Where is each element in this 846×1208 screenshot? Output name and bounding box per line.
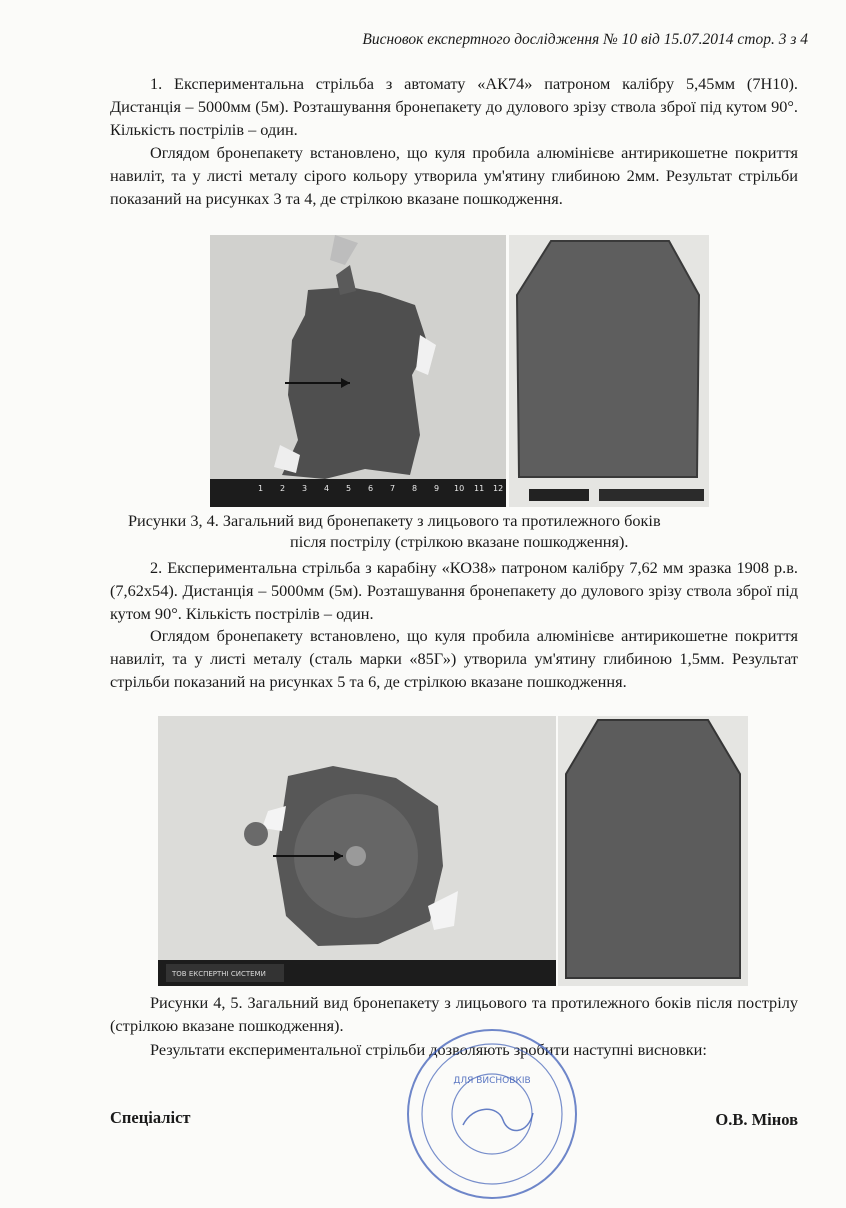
page-header: Висновок експертного дослідження № 10 від 15.07.2014 стор. 3 з 4 [362, 31, 808, 48]
paragraph-experiment-2: 2. Експериментальна стрільба з карабіну «КО38» патроном калібру 7,62 мм зразка 1908 р.в. (7,62х54). Дистанція – 5000мм (5м). Розташування бронепакету до дулового зрізу ствола зброї під кутом 90°. Кількість пострілів – один. [110, 558, 798, 623]
paragraph-inspection-2: Оглядом бронепакету встановлено, що куля пробила алюмінієве антирикошетне покриття навиліт, та у листі металу (сталь марки «85Г») утворила ум'ятину глибиною 1,5мм. Результат стрільби показаний на рисунках 5 та 6, де стрілкою вказане пошкодження. [110, 626, 798, 691]
figure-5-6-caption: Рисунки 4, 5. Загальний вид бронепакету з лицьового та протилежного боків після пострілу (стрілкою вказане пошкодження). [110, 993, 798, 1035]
paragraph-inspection-1: Оглядом бронепакету встановлено, що куля пробила алюмінієве антирикошетне покриття навиліт, та у листі металу сірого кольору утворила ум'ятину глибиною 2мм. Результат стрільби показаний на рисунках 3 та 4, де стрілкою вказане пошкодження. [110, 143, 798, 208]
svg-text:11: 11 [474, 484, 485, 493]
svg-text:9: 9 [434, 484, 440, 493]
svg-text:3: 3 [302, 484, 308, 493]
paragraph-experiment-1: 1. Експериментальна стрільба з автомату «АК74» патроном калібру 5,45мм (7Н10). Дистанція – 5000мм (5м). Розташування бронепакету до дулового зрізу ствола зброї під кутом 90°. Кількість пострілів – один. [110, 74, 798, 139]
svg-text:2: 2 [280, 484, 286, 493]
svg-text:10: 10 [454, 484, 465, 493]
svg-text:8: 8 [412, 484, 418, 493]
svg-text:5: 5 [346, 484, 352, 493]
svg-text:7: 7 [390, 484, 396, 493]
signature-role: Спеціаліст [110, 1108, 191, 1127]
figure-6-photo-back [558, 716, 748, 986]
figure-3-4-caption-line-1: Рисунки 3, 4. Загальний вид бронепакету з лицьового та протилежного боків [128, 511, 661, 530]
svg-text:4: 4 [324, 484, 330, 493]
svg-text:1: 1 [258, 484, 264, 493]
figure-4-photo-back [509, 235, 709, 507]
stamp-center-text: ДЛЯ ВИСНОВКІВ [453, 1076, 531, 1086]
paragraph-conclusion-intro: Результати експериментальної стрільби дозволяють зробити наступні висновки: [150, 1040, 707, 1059]
official-stamp [403, 1025, 581, 1203]
svg-text:12: 12 [493, 484, 504, 493]
figure-3-photo-front [210, 235, 506, 507]
figure-3-4-caption-line-2: після пострілу (стрілкою вказане пошкодження). [290, 532, 629, 551]
photo-label: ТОВ ЕКСПЕРТНІ СИСТЕМИ [172, 970, 266, 978]
svg-text:6: 6 [368, 484, 374, 493]
signature-name: О.В. Мінов [715, 1110, 798, 1129]
figure-5-photo-front [158, 716, 556, 986]
